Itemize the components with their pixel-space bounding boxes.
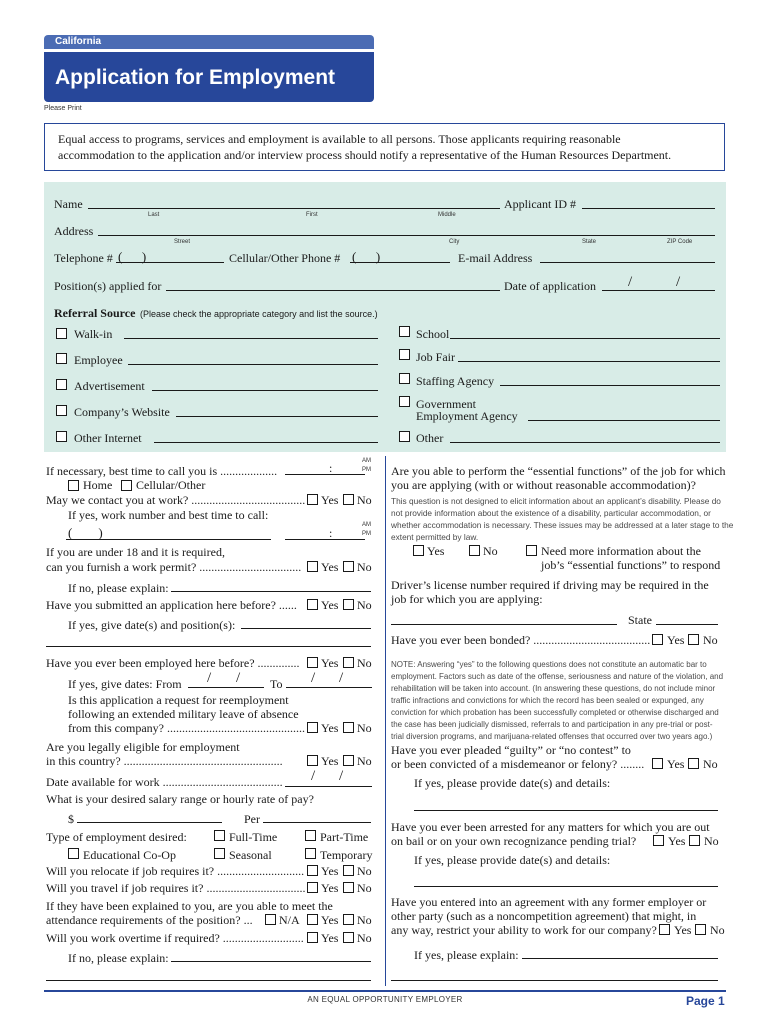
date-available-field[interactable] bbox=[285, 786, 372, 787]
guilty-no-label: No bbox=[703, 757, 718, 771]
employed-no-checkbox[interactable] bbox=[343, 657, 354, 668]
home-checkbox[interactable] bbox=[68, 480, 79, 491]
job-fair-checkbox[interactable] bbox=[399, 349, 410, 360]
agreement-no-checkbox[interactable] bbox=[695, 924, 706, 935]
full-time-checkbox[interactable] bbox=[214, 830, 225, 841]
employee-label: Employee bbox=[74, 353, 123, 367]
full-time-label: Full-Time bbox=[229, 830, 278, 844]
work-permit-yes-checkbox[interactable] bbox=[307, 561, 318, 572]
travel-label: Will you travel if job requires it? ................................. bbox=[46, 881, 306, 895]
travel-yes-label: Yes bbox=[321, 881, 339, 895]
relocate-no-label: No bbox=[357, 864, 372, 878]
essential-yes-checkbox[interactable] bbox=[413, 545, 424, 556]
disability-note bbox=[391, 495, 733, 543]
disability-note-line: not provide information about the existence of a disability, particular accommodation, or bbox=[391, 508, 711, 518]
date-of-application-label: Date of application bbox=[504, 279, 596, 293]
last-sublabel: Last bbox=[148, 212, 160, 218]
work-am-label: AM bbox=[362, 522, 371, 528]
reemploy-line-1: Is this application a request for reemployment bbox=[68, 693, 289, 707]
per-label: Per bbox=[244, 812, 260, 826]
overtime-no-label: No bbox=[357, 931, 372, 945]
advertisement-checkbox[interactable] bbox=[56, 379, 67, 390]
if-yes-dates-label: If yes, give dates: From bbox=[68, 677, 182, 691]
educational-coop-label: Educational Co-Op bbox=[83, 848, 176, 862]
agreement-yes-label: Yes bbox=[674, 923, 692, 937]
other-internet-checkbox[interactable] bbox=[56, 431, 67, 442]
staffing-agency-field[interactable] bbox=[500, 385, 720, 386]
bonded-no-label: No bbox=[703, 633, 718, 647]
arrested-no-checkbox[interactable] bbox=[689, 835, 700, 846]
eligible-line-1: Are you legally eligible for employment bbox=[46, 740, 240, 754]
job-fair-label: Job Fair bbox=[416, 350, 455, 364]
travel-no-label: No bbox=[357, 881, 372, 895]
date-available-label: Date available for work ........................................ bbox=[46, 775, 283, 789]
zip-sublabel: ZIP Code bbox=[667, 239, 693, 245]
applicant-id-field[interactable] bbox=[582, 208, 715, 209]
travel-no-checkbox[interactable] bbox=[343, 882, 354, 893]
date-slash-2: / bbox=[676, 274, 681, 290]
relocate-yes-checkbox[interactable] bbox=[307, 865, 318, 876]
salary-amount-field[interactable] bbox=[77, 822, 222, 823]
notice-line-1: Equal access to programs, services and employment is available to all persons. Those applicants requiring reasonable bbox=[58, 132, 621, 146]
government-agency-checkbox[interactable] bbox=[399, 396, 410, 407]
guilty-no-checkbox[interactable] bbox=[688, 758, 699, 769]
essential-yes-label: Yes bbox=[427, 544, 445, 558]
employed-yes-label: Yes bbox=[321, 656, 339, 670]
street-sublabel: Street bbox=[174, 239, 191, 245]
contact-at-work-label: May we contact you at work? ...................................... bbox=[46, 493, 306, 507]
dollar-sign: $ bbox=[68, 812, 74, 826]
cellular-other-label: Cellular/Other bbox=[136, 478, 206, 492]
date-slash-1: / bbox=[628, 274, 633, 290]
work-number-area-code: ( ) bbox=[68, 525, 103, 540]
contact-at-work-no-checkbox[interactable] bbox=[343, 494, 354, 505]
telephone-label: Telephone # bbox=[54, 251, 113, 265]
other-field[interactable] bbox=[450, 442, 720, 443]
need-info-checkbox[interactable] bbox=[526, 545, 537, 556]
please-print-note: Please Print bbox=[44, 105, 82, 112]
agreement-line-2: other party (such as a noncompetition agreement) that might, in bbox=[391, 909, 697, 923]
best-time-colon: : bbox=[329, 461, 333, 475]
company-website-field[interactable] bbox=[176, 416, 378, 417]
criminal-note-line: rehabilitation will be taken into account. (In answering these questions, do not include minor bbox=[391, 684, 716, 693]
agreement-yes-checkbox[interactable] bbox=[659, 924, 670, 935]
arrested-details-label: If yes, please provide date(s) and details: bbox=[414, 853, 611, 867]
guilty-yes-checkbox[interactable] bbox=[652, 758, 663, 769]
agreement-explain-label: If yes, please explain: bbox=[414, 948, 519, 962]
school-label: School bbox=[416, 327, 450, 341]
company-website-checkbox[interactable] bbox=[56, 405, 67, 416]
staffing-agency-checkbox[interactable] bbox=[399, 373, 410, 384]
guilty-details-field[interactable] bbox=[414, 810, 718, 811]
arrested-yes-label: Yes bbox=[668, 834, 686, 848]
bonded-yes-checkbox[interactable] bbox=[652, 634, 663, 645]
to-slash-2: / bbox=[339, 670, 344, 686]
relocate-yes-label: Yes bbox=[321, 864, 339, 878]
part-time-label: Part-Time bbox=[320, 830, 369, 844]
position-label: Position(s) applied for bbox=[54, 279, 162, 293]
city-sublabel: City bbox=[449, 239, 460, 245]
essential-line-1: Are you able to perform the “essential functions” of the job for which bbox=[391, 464, 726, 478]
to-slash-1: / bbox=[311, 670, 316, 686]
work-permit-no-label: No bbox=[357, 560, 372, 574]
equal-opportunity-footer: AN EQUAL OPPORTUNITY EMPLOYER bbox=[307, 995, 463, 1004]
bonded-label: Have you ever been bonded? ....................................... bbox=[391, 633, 651, 647]
salary-per-field[interactable] bbox=[263, 822, 371, 823]
cellular-other-checkbox[interactable] bbox=[121, 480, 132, 491]
if-yes-work-label: If yes, work number and best time to call: bbox=[68, 508, 269, 522]
school-field[interactable] bbox=[450, 338, 720, 339]
other-internet-label: Other Internet bbox=[74, 431, 142, 445]
best-time-field[interactable] bbox=[285, 474, 365, 475]
overtime-yes-label: Yes bbox=[321, 931, 339, 945]
guilty-yes-label: Yes bbox=[667, 757, 685, 771]
drivers-state-field[interactable] bbox=[656, 624, 718, 625]
cellular-field[interactable] bbox=[350, 262, 450, 263]
submitted-no-checkbox[interactable] bbox=[343, 599, 354, 610]
essential-no-label: No bbox=[483, 544, 498, 558]
reemploy-line-3: from this company? .............................................. bbox=[68, 721, 305, 735]
arrested-yes-checkbox[interactable] bbox=[653, 835, 664, 846]
disability-note-line: This question is not designed to elicit information about an applicant’s disability. Please do bbox=[391, 496, 721, 506]
criminal-note-line: NOTE: Answering “yes” to the following questions does not constitute an automatic bar to bbox=[391, 660, 707, 669]
overtime-explain-field-2[interactable] bbox=[46, 980, 371, 981]
overtime-no-checkbox[interactable] bbox=[343, 932, 354, 943]
agreement-explain-field-2[interactable] bbox=[391, 980, 718, 981]
contact-at-work-yes-checkbox[interactable] bbox=[307, 494, 318, 505]
company-website-label: Company’s Website bbox=[74, 405, 170, 419]
middle-sublabel: Middle bbox=[438, 212, 456, 218]
position-field[interactable] bbox=[166, 290, 500, 291]
employed-before-label: Have you ever been employed here before? .............. bbox=[46, 656, 300, 670]
from-slash-2: / bbox=[236, 670, 241, 686]
work-pm-label: PM bbox=[362, 531, 371, 537]
criminal-note-line: trial diversion programs, and marijuana-related offenses that occurred over two years ago.) bbox=[391, 732, 713, 741]
if-no-explain-label: If no, please explain: bbox=[68, 581, 169, 595]
equal-access-notice bbox=[44, 123, 725, 171]
type-employment-label: Type of employment desired: bbox=[46, 830, 187, 844]
attendance-yes-label: Yes bbox=[321, 913, 339, 927]
disability-note-line: whether accommodation is necessary. These issues may be addressed at a later stage to the bbox=[391, 520, 734, 530]
attendance-line-2: attendance requirements of the position? ... bbox=[46, 913, 253, 927]
employed-to-field[interactable] bbox=[286, 687, 372, 688]
relocate-label: Will you relocate if job requires it? ............................. bbox=[46, 864, 305, 878]
submitted-positions-field[interactable] bbox=[46, 646, 371, 647]
best-time-label: If necessary, best time to call you is ................... bbox=[46, 464, 278, 478]
cellular-area-code: ( ) bbox=[352, 249, 381, 264]
employment-agency-label: Employment Agency bbox=[416, 409, 518, 423]
government-label: Government bbox=[416, 397, 476, 411]
work-permit-explain-field[interactable] bbox=[171, 591, 371, 592]
drivers-state-label: State bbox=[628, 613, 652, 627]
notice-line-2: accommodation to the application and/or interview process should notify a representative of the Human Resources Department. bbox=[58, 148, 672, 162]
employed-yes-checkbox[interactable] bbox=[307, 657, 318, 668]
available-slash-2: / bbox=[339, 768, 344, 784]
salary-label: What is your desired salary range or hourly rate of pay? bbox=[46, 792, 314, 806]
agreement-no-label: No bbox=[710, 923, 725, 937]
work-time-colon: : bbox=[329, 526, 333, 540]
criminal-note-line: traffic infractions and convictions for which the record has been sealed or expunged, any bbox=[391, 696, 704, 705]
name-label: Name bbox=[54, 197, 83, 211]
contact-at-work-no-label: No bbox=[357, 493, 372, 507]
address-field[interactable] bbox=[98, 235, 715, 236]
need-info-line-1: Need more information about the bbox=[541, 544, 701, 558]
guilty-details-label: If yes, please provide date(s) and details: bbox=[414, 776, 611, 790]
part-time-checkbox[interactable] bbox=[305, 830, 316, 841]
advertisement-label: Advertisement bbox=[74, 379, 145, 393]
work-number-field[interactable] bbox=[66, 539, 271, 540]
to-label: To bbox=[270, 677, 283, 691]
referral-title: Referral Source bbox=[54, 306, 136, 320]
educational-coop-checkbox[interactable] bbox=[68, 848, 79, 859]
drivers-line-1: Driver’s license number required if driving may be required in the bbox=[391, 578, 709, 592]
address-label: Address bbox=[54, 224, 94, 238]
agreement-explain-field[interactable] bbox=[522, 958, 718, 959]
submitted-no-label: No bbox=[357, 598, 372, 612]
submitted-yes-label: Yes bbox=[321, 598, 339, 612]
essential-no-checkbox[interactable] bbox=[469, 545, 480, 556]
other-internet-field[interactable] bbox=[154, 442, 378, 443]
eligible-no-label: No bbox=[357, 754, 372, 768]
state-label: California bbox=[44, 35, 374, 49]
pm-label: PM bbox=[362, 467, 371, 473]
eligible-line-2: in this country? ..................................................... bbox=[46, 754, 283, 768]
guilty-line-1: Have you ever pleaded “guilty” or “no contest” to bbox=[391, 743, 631, 757]
if-yes-dates-positions-label: If yes, give date(s) and position(s): bbox=[68, 618, 236, 632]
arrested-line-1: Have you ever been arrested for any matters for which you are out bbox=[391, 820, 710, 834]
footer-rule bbox=[44, 990, 726, 992]
submitted-dates-field[interactable] bbox=[241, 628, 371, 629]
overtime-explain-label: If no, please explain: bbox=[68, 951, 169, 965]
attendance-yes-checkbox[interactable] bbox=[307, 914, 318, 925]
personal-info-section bbox=[44, 182, 726, 452]
attendance-no-checkbox[interactable] bbox=[343, 914, 354, 925]
walk-in-checkbox[interactable] bbox=[56, 328, 67, 339]
eligible-yes-checkbox[interactable] bbox=[307, 755, 318, 766]
criminal-note bbox=[391, 659, 723, 743]
email-field[interactable] bbox=[540, 262, 715, 263]
contact-at-work-yes-label: Yes bbox=[321, 493, 339, 507]
criminal-note-line: the case has been judicially dismissed, referrals to and participation in any pre-trial or post- bbox=[391, 720, 713, 729]
relocate-no-checkbox[interactable] bbox=[343, 865, 354, 876]
date-of-application-field[interactable] bbox=[602, 290, 715, 291]
advertisement-field[interactable] bbox=[152, 390, 378, 391]
arrested-no-label: No bbox=[704, 834, 719, 848]
eligible-no-checkbox[interactable] bbox=[343, 755, 354, 766]
work-permit-no-checkbox[interactable] bbox=[343, 561, 354, 572]
guilty-line-2: or been convicted of a misdemeanor or felony? ........ bbox=[391, 757, 645, 771]
temporary-checkbox[interactable] bbox=[305, 848, 316, 859]
reemploy-no-checkbox[interactable] bbox=[343, 722, 354, 733]
reemploy-line-2: following an extended military leave of absence bbox=[68, 707, 299, 721]
drivers-line-2: job for which you are applying: bbox=[391, 592, 543, 606]
state-sublabel: State bbox=[582, 239, 597, 245]
page-number: Page 1 bbox=[686, 994, 725, 1008]
attendance-na-checkbox[interactable] bbox=[265, 914, 276, 925]
temporary-label: Temporary bbox=[320, 848, 373, 862]
bonded-yes-label: Yes bbox=[667, 633, 685, 647]
work-time-field[interactable] bbox=[285, 539, 365, 540]
attendance-na-label: N/A bbox=[279, 913, 300, 927]
need-info-line-2: job’s “essential functions” to respond bbox=[541, 558, 721, 572]
overtime-yes-checkbox[interactable] bbox=[307, 932, 318, 943]
employee-field[interactable] bbox=[128, 364, 378, 365]
eligible-yes-label: Yes bbox=[321, 754, 339, 768]
name-field[interactable] bbox=[88, 208, 500, 209]
first-sublabel: First bbox=[306, 212, 318, 218]
reemploy-yes-checkbox[interactable] bbox=[307, 722, 318, 733]
under-18-line-1: If you are under 18 and it is required, bbox=[46, 545, 225, 559]
overtime-explain-field[interactable] bbox=[171, 961, 371, 962]
am-label: AM bbox=[362, 458, 371, 464]
available-slash-1: / bbox=[311, 768, 316, 784]
telephone-area-code: ( ) bbox=[118, 249, 147, 264]
job-fair-field[interactable] bbox=[458, 361, 720, 362]
employee-checkbox[interactable] bbox=[56, 353, 67, 364]
staffing-agency-label: Staffing Agency bbox=[416, 374, 495, 388]
arrested-line-2: on bail or on your own recognizance pending trial? bbox=[391, 834, 637, 848]
essential-line-2: you are applying (with or without reasonable accommodation)? bbox=[391, 478, 696, 492]
referral-hint: (Please check the appropriate category and list the source.) bbox=[140, 309, 378, 319]
government-agency-field[interactable] bbox=[528, 420, 720, 421]
email-label: E-mail Address bbox=[458, 251, 533, 265]
reemploy-no-label: No bbox=[357, 721, 372, 735]
work-permit-yes-label: Yes bbox=[321, 560, 339, 574]
form-title: Application for Employment bbox=[44, 52, 374, 102]
arrested-details-field[interactable] bbox=[414, 886, 718, 887]
attendance-no-label: No bbox=[357, 913, 372, 927]
cellular-label: Cellular/Other Phone # bbox=[229, 251, 341, 265]
disability-note-line: extent permitted by law. bbox=[391, 532, 479, 542]
walk-in-field[interactable] bbox=[124, 338, 378, 339]
school-checkbox[interactable] bbox=[399, 326, 410, 337]
agreement-line-3: any way, restrict your ability to work for our company? bbox=[391, 923, 657, 937]
travel-yes-checkbox[interactable] bbox=[307, 882, 318, 893]
criminal-note-line: employment. Factors such as date of the offense, seriousness and nature of the violation, and bbox=[391, 672, 724, 681]
reemploy-yes-label: Yes bbox=[321, 721, 339, 735]
column-divider bbox=[385, 456, 386, 986]
seasonal-label: Seasonal bbox=[229, 848, 272, 862]
overtime-label: Will you work overtime if required? ........................... bbox=[46, 931, 304, 945]
seasonal-checkbox[interactable] bbox=[214, 848, 225, 859]
submitted-before-label: Have you submitted an application here before? ...... bbox=[46, 598, 297, 612]
employed-no-label: No bbox=[357, 656, 372, 670]
walk-in-label: Walk-in bbox=[74, 327, 113, 341]
drivers-license-field[interactable] bbox=[391, 624, 617, 625]
under-18-line-2: can you furnish a work permit? .................................. bbox=[46, 560, 302, 574]
telephone-field[interactable] bbox=[116, 262, 224, 263]
agreement-line-1: Have you entered into an agreement with any former employer or bbox=[391, 895, 707, 909]
home-label: Home bbox=[83, 478, 113, 492]
other-checkbox[interactable] bbox=[399, 431, 410, 442]
applicant-id-label: Applicant ID # bbox=[504, 197, 576, 211]
other-label: Other bbox=[416, 431, 444, 445]
bonded-no-checkbox[interactable] bbox=[688, 634, 699, 645]
criminal-note-line: conviction for which probation has been successfully completed or otherwise discharged and bbox=[391, 708, 719, 717]
submitted-yes-checkbox[interactable] bbox=[307, 599, 318, 610]
from-slash-1: / bbox=[207, 670, 212, 686]
employed-from-field[interactable] bbox=[188, 687, 264, 688]
attendance-line-1: If they have been explained to you, are you able to meet the bbox=[46, 899, 333, 913]
